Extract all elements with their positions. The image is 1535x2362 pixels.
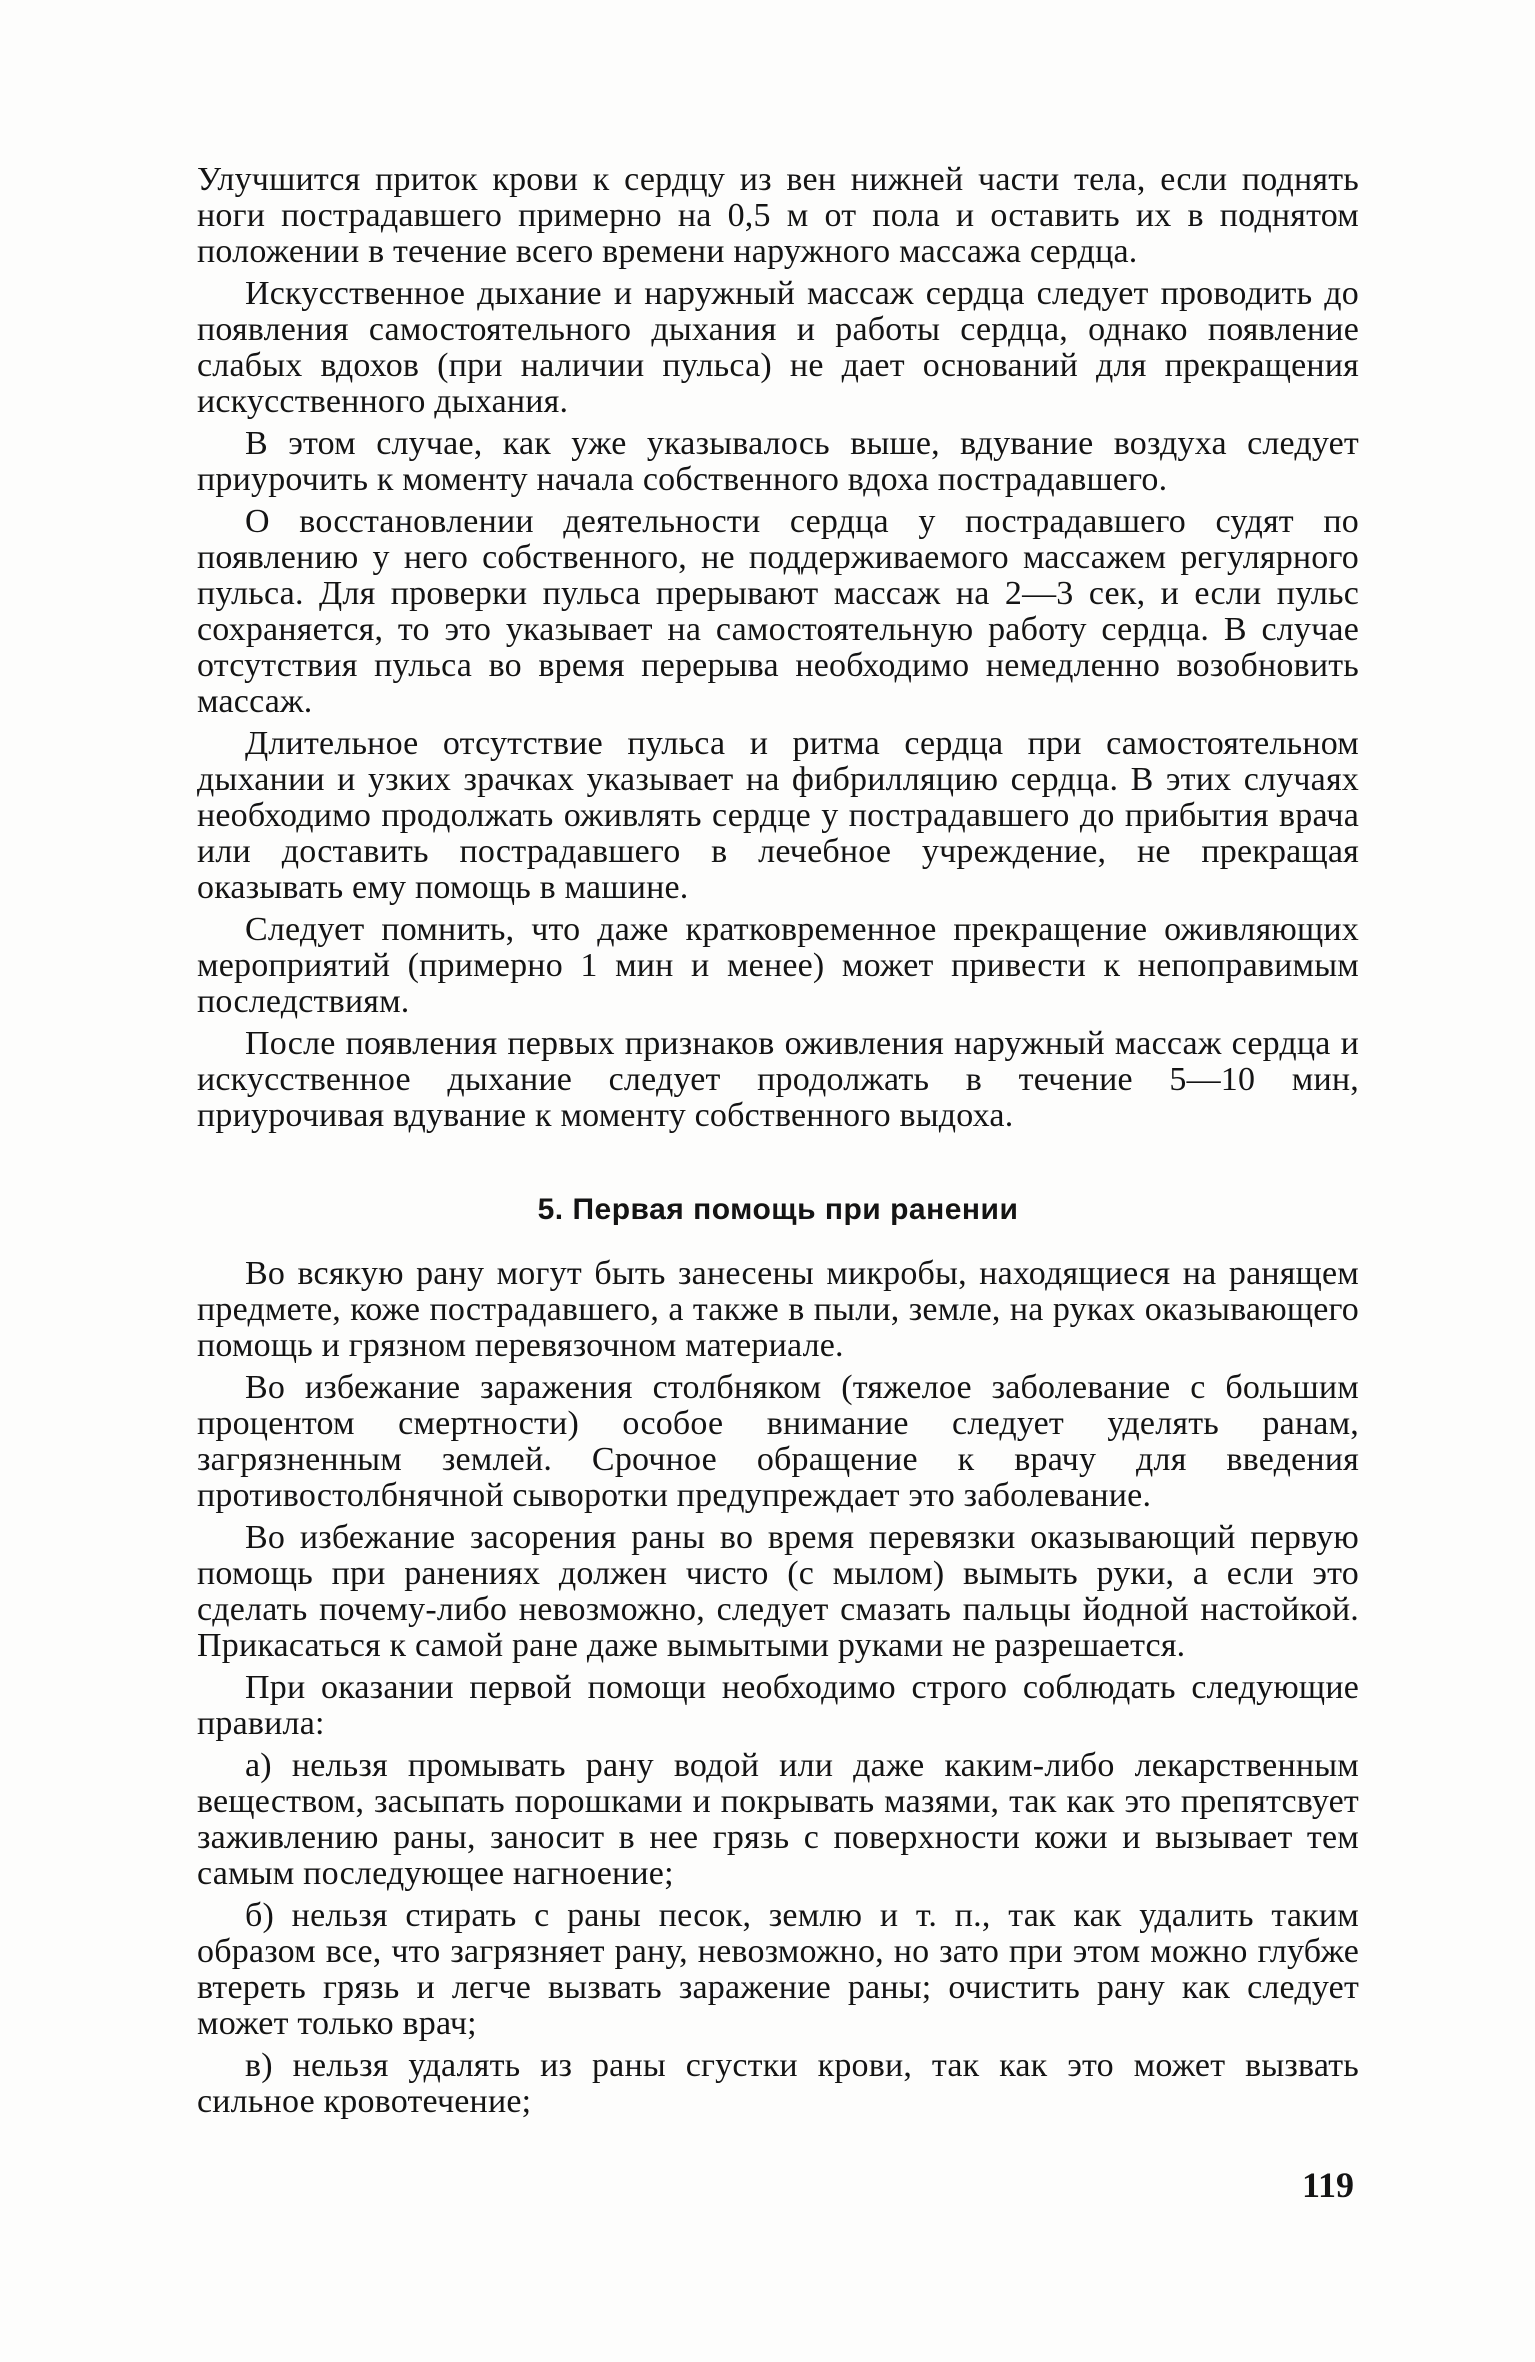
- paragraph: Длительное отсутствие пульса и ритма сердца при самостоятельном дыхании и узких зрачках указывает на фибрилляцию сердца. В этих случаях необходимо продолжать оживлять сердце у пострадавшего до прибытия врача или доставить пострадавшего в лечебное учреждение, не прекращая оказывать ему помощь в машине.: [197, 725, 1359, 906]
- section-heading: 5. Первая помощь при ранении: [537, 1193, 1019, 1226]
- paragraph: Во избежание засорения раны во время перевязки оказывающий первую помощь при ранениях должен чисто (с мылом) вымыть руки, а если это сделать почему-либо невозможно, следует смазать пальцы йодной настойкой. Прикасаться к самой ране даже вымытыми руками не разрешается.: [197, 1519, 1359, 1664]
- list-item: а) нельзя промывать рану водой или даже каким-либо лекарственным веществом, засыпать порошками и покрывать мазями, так как это препятсвует заживлению раны, заносит в нее грязь с поверхности кожи и вызывает тем самым последующее нагноение;: [197, 1747, 1359, 1892]
- paragraph: Улучшится приток крови к сердцу из вен нижней части тела, если поднять ноги пострадавшего примерно на 0,5 м от пола и оставить их в поднятом положении в течение всего времени наружного массажа сердца.: [197, 161, 1359, 270]
- paragraph: Во всякую рану могут быть занесены микробы, находящиеся на ранящем предмете, коже пострадавшего, а также в пыли, земле, на руках оказывающего помощь и грязном перевязочном материале.: [197, 1255, 1359, 1364]
- page-number: 119: [1302, 2165, 1355, 2205]
- page-body: [197, 162, 1359, 2120]
- paragraph: В этом случае, как уже указывалось выше, вдувание воздуха следует приурочить к моменту начала собственного вдоха пострадавшего.: [197, 425, 1359, 498]
- paragraph: О восстановлении деятельности сердца у пострадавшего судят по появлению у него собственного, не поддерживаемого массажем регулярного пульса. Для проверки пульса прерывают массаж на 2—3 сек, и если пульс сохраняется, то это указывает на самостоятельную работу сердца. В случае отсутствия пульса во время перерыва необходимо немедленно возобновить массаж.: [197, 503, 1359, 720]
- paragraph: Во избежание заражения столбняком (тяжелое заболевание с большим процентом смертности) особое внимание следует уделять ранам, загрязненным землей. Срочное обращение к врачу для введения противостолбнячной сыворотки предупреждает это заболевание.: [197, 1369, 1359, 1514]
- paragraph: После появления первых признаков оживления наружный массаж сердца и искусственное дыхание следует продолжать в течение 5—10 мин, приурочивая вдувание к моменту собственного выдоха.: [197, 1025, 1359, 1134]
- paragraph: При оказании первой помощи необходимо строго соблюдать следующие правила:: [197, 1669, 1359, 1742]
- paragraph: Искусственное дыхание и наружный массаж сердца следует проводить до появления самостоятельного дыхания и работы сердца, однако появление слабых вдохов (при наличии пульса) не дает оснований для прекращения искусственного дыхания.: [197, 275, 1359, 420]
- list-item: в) нельзя удалять из раны сгустки крови, так как это может вызвать сильное кровотечение;: [197, 2047, 1359, 2120]
- paragraph: Следует помнить, что даже кратковременное прекращение оживляющих мероприятий (примерно 1 мин и менее) может привести к непоправимым последствиям.: [197, 911, 1359, 1020]
- list-item: б) нельзя стирать с раны песок, землю и т. п., так как удалить таким образом все, что загрязняет рану, невозможно, но зато при этом можно глубже втереть грязь и легче вызвать заражение раны; очистить рану как следует может только врач;: [197, 1897, 1359, 2042]
